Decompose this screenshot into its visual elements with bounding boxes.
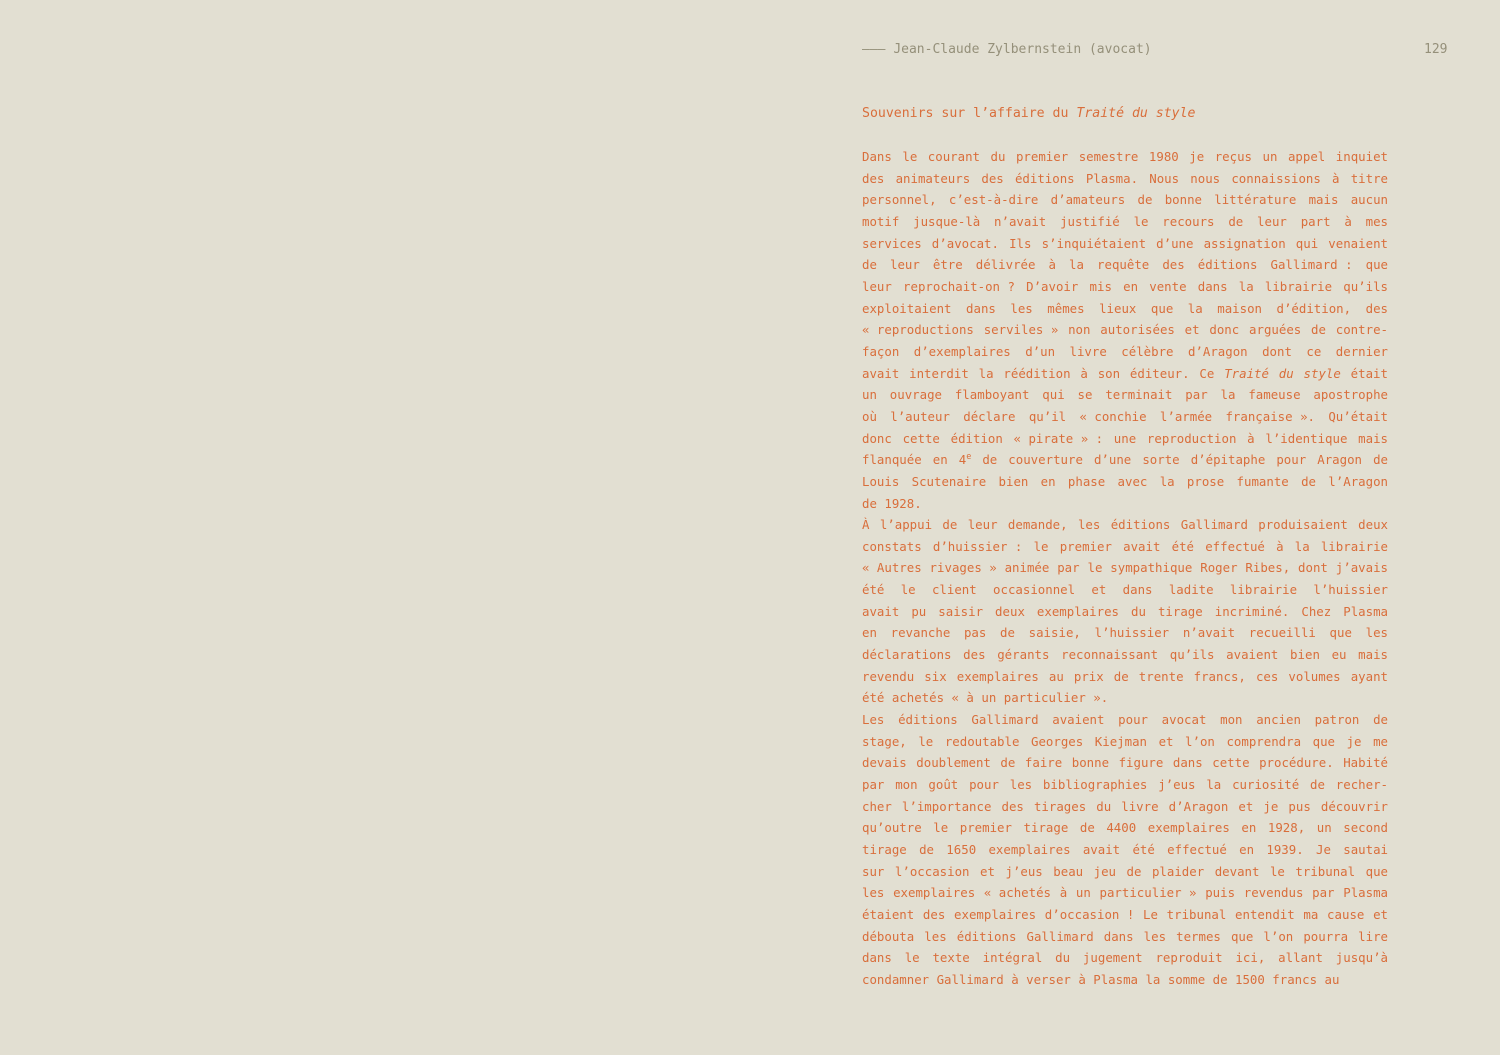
text-line: [862, 536, 1388, 558]
text-run: motif jusque-là n’avait justifié le recours de leur part à mes: [862, 213, 1388, 229]
text-run: « reproductions serviles » non autorisées et donc arguées de contre-: [862, 322, 1388, 338]
text-run: déclarations des gérants reconnaissant qu’ils avaient bien eu mais: [862, 647, 1388, 663]
text-run: Les éditions Gallimard avaient pour avocat mon ancien patron de: [862, 712, 1388, 728]
page-number: 129: [1424, 42, 1448, 57]
text-run: À l’appui de leur demande, les éditions Gallimard produisaient deux: [862, 517, 1388, 533]
superscript-text: e: [966, 451, 972, 462]
text-run: tirage de 1650 exemplaires avait été effectué en 1939. Je sautai: [862, 842, 1388, 857]
text-line: [862, 796, 1388, 818]
text-line: [862, 406, 1388, 428]
text-line: [862, 319, 1388, 341]
text-run: en revanche pas de saisie, l’huissier n’avait recueilli que les: [862, 625, 1388, 641]
text-run: de leur être délivrée à la requête des éditions Gallimard : que: [862, 257, 1388, 273]
text-line: [862, 904, 1388, 926]
text-line: [862, 211, 1388, 233]
text-run: avait interdit la réédition à son éditeur. Ce: [862, 365, 1225, 381]
article-title: [862, 103, 1195, 125]
text-line: [862, 839, 1388, 861]
text-run: de 1928.: [862, 495, 922, 511]
text-line: [862, 882, 1388, 904]
text-run: débouta les éditions Gallimard dans les termes que l’on pourra lire: [862, 928, 1388, 944]
text-line: [862, 752, 1388, 774]
text-line: [862, 341, 1388, 363]
text-run: services d’avocat. Ils s’inquiétaient d’une assignation qui venaient: [862, 235, 1388, 251]
text-run: leur reprochait-on ? D’avoir mis en vente dans la librairie qu’ils: [862, 278, 1388, 294]
text-run: revendu six exemplaires au prix de trente francs, ces volumes ayant: [862, 668, 1388, 684]
text-line: [862, 926, 1388, 948]
text-run: Dans le courant du premier semestre 1980 je reçus un appel inquiet: [862, 149, 1388, 164]
running-head: [862, 40, 1152, 60]
text-line: [862, 731, 1388, 753]
text-line: [862, 817, 1388, 839]
text-line: [862, 557, 1388, 579]
text-line: [862, 666, 1388, 688]
article-body: [862, 146, 1388, 991]
text-run: de couverture d’une sorte d’épitaphe pour Aragon de: [971, 452, 1388, 468]
text-run: dans le texte intégral du jugement reproduit ici, allant jusqu’à: [862, 950, 1388, 966]
text-run: où l’auteur déclare qu’il « conchie l’armée française ». Qu’était: [862, 408, 1388, 424]
text-run: Louis Scutenaire bien en phase avec la prose fumante de l’Aragon: [862, 473, 1388, 489]
text-run: été le client occasionnel et dans ladite librairie l’huissier: [862, 582, 1388, 598]
italic-text: Traité du style: [1224, 365, 1341, 381]
text-run: constats d’huissier : le premier avait été effectué à la librairie: [862, 538, 1388, 554]
italic-text: Traité du style: [1076, 106, 1196, 121]
text-run: étaient des exemplaires d’occasion ! Le tribunal entendit ma cause et: [862, 906, 1388, 922]
text-run: était: [1340, 365, 1388, 381]
text-line: [862, 471, 1388, 493]
text-line: [862, 622, 1388, 644]
running-head-dash: ———: [862, 42, 886, 57]
text-line: [862, 233, 1388, 255]
text-line: [862, 146, 1388, 168]
text-line: [862, 861, 1388, 883]
text-line: [862, 947, 1388, 969]
text-run: des animateurs des éditions Plasma. Nous nous connaissions à titre: [862, 170, 1388, 186]
text-run: un ouvrage flamboyant qui se terminait par la fameuse apostrophe: [862, 387, 1388, 403]
text-line: [862, 363, 1388, 385]
text-line: [862, 189, 1388, 211]
text-line: [862, 254, 1388, 276]
text-run: condamner Gallimard à verser à Plasma la somme de 1500 francs au: [862, 971, 1340, 987]
text-run: Souvenirs sur l’affaire du: [862, 106, 1077, 121]
text-line: [862, 384, 1388, 406]
text-run: stage, le redoutable Georges Kiejman et l’on comprendra que je me: [862, 733, 1388, 749]
text-run: donc cette édition « pirate » : une reproduction à l’identique mais: [862, 430, 1388, 446]
text-line: [862, 276, 1388, 298]
text-run: sur l’occasion et j’eus beau jeu de plaider devant le tribunal que: [862, 863, 1388, 879]
text-run: par mon goût pour les bibliographies j’eus la curiosité de recher-: [862, 777, 1388, 793]
text-line: [862, 493, 1388, 515]
running-head-title: Jean-Claude Zylbernstein (avocat): [893, 42, 1152, 57]
text-line: [862, 687, 1388, 709]
text-line: [862, 774, 1388, 796]
text-run: les exemplaires « achetés à un particulier » puis revendus par Plasma: [862, 885, 1388, 901]
text-line: [862, 298, 1388, 320]
text-line: [862, 449, 1388, 471]
text-line: [862, 709, 1388, 731]
text-run: été achetés « à un particulier ».: [862, 690, 1109, 706]
text-run: qu’outre le premier tirage de 4400 exemplaires en 1928, un second: [862, 820, 1388, 836]
text-line: [862, 601, 1388, 623]
text-run: façon d’exemplaires d’un livre célèbre d’Aragon dont ce dernier: [862, 343, 1388, 359]
text-line: [862, 579, 1388, 601]
text-run: « Autres rivages » animée par le sympathique Roger Ribes, dont j’avais: [862, 560, 1388, 576]
text-line: [862, 428, 1388, 450]
text-run: cher l’importance des tirages du livre d’Aragon et je pus découvrir: [862, 798, 1388, 814]
text-line: [862, 644, 1388, 666]
text-run: devais doublement de faire bonne figure dans cette procédure. Habité: [862, 755, 1388, 771]
text-line: [862, 969, 1388, 991]
text-run: flanquée en 4: [862, 452, 967, 468]
text-line: [862, 168, 1388, 190]
text-run: exploitaient dans les mêmes lieux que la maison d’édition, des: [862, 300, 1388, 316]
text-line: [862, 514, 1388, 536]
text-run: personnel, c’est-à-dire d’amateurs de bonne littérature mais aucun: [862, 192, 1388, 208]
text-run: avait pu saisir deux exemplaires du tirage incriminé. Chez Plasma: [862, 603, 1388, 619]
